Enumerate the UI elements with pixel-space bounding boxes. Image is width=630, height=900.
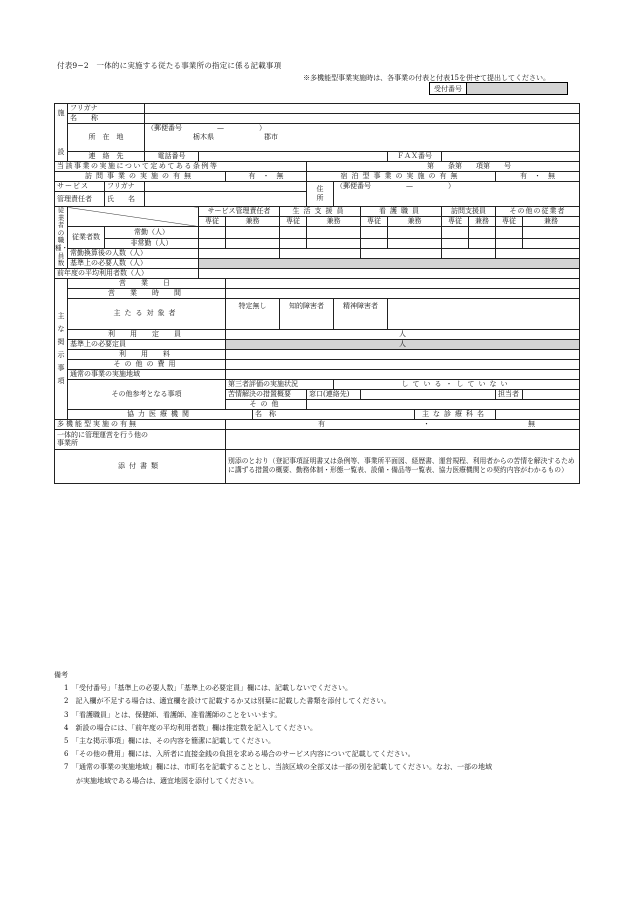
area-label: 通常の事業の実施地域 [68,369,226,379]
manager-furigana-input[interactable] [145,182,307,192]
medical-dept-label: 主な診療科名 [415,409,496,419]
staff-cell[interactable] [226,227,280,239]
staff-cell[interactable] [442,238,469,248]
required-capacity-shaded: 人 [226,339,580,349]
third-party-options[interactable]: している・していない [334,379,580,389]
capacity-input[interactable]: 人 [226,329,580,339]
medical-label: 協力医療機関 [68,409,253,419]
staff-cell[interactable] [496,238,523,248]
multi-label: 多機能型実施の有無 [55,419,226,429]
facility-name-input[interactable] [145,114,580,124]
ordinance-value[interactable]: 第 条第 項第 号 [307,162,580,172]
staff-cell[interactable] [280,227,307,239]
manager-label-1: サービス [55,182,105,192]
life-dual: 兼務 [307,217,361,227]
staff-cell[interactable] [469,227,496,239]
manager-label-2: 管理責任者 [55,192,105,207]
target-label: 主たる対象者 [68,298,226,329]
multi-options[interactable] [226,419,580,429]
col-visit-support: 訪問支援員 [442,207,496,217]
contact-label: 連 絡 先 [68,152,145,162]
reception-number-field [467,83,568,95]
multi-no: 無 [528,419,536,428]
attach-text: 別添のとおり（登記事項証明書又は条例等、事業所平面図、経歴書、運営規程、利用者からの苦情を解決するために講ずる措置の概要、勤務体制・形態一覧表、設備・備品等一覧表、協力医療機関との契約内容がわかるもの） [226,449,580,483]
business-hours-label: 営 業 時 間 [68,288,226,298]
staff-section-label: 従業者の職種・員数 [55,206,68,268]
staff-cell[interactable] [388,227,442,239]
staff-fte-cell[interactable] [280,248,361,258]
business-days-input[interactable] [226,278,580,288]
notes-section [54,669,579,788]
note-item: 6 「その他の費用」欄には、入所者に直接金銭の負担を求める場合のサービス内容について記載してください。 [64,750,415,759]
note-item: 7 「通常の事業の実施地域」欄には、市町名を記載することとし、当該区域の全部又は一部の別を記載してください。なお、一部の地域 [64,763,492,772]
staff-cell[interactable] [280,238,307,248]
ordinance-label: 当該事業の実施について定めてある条例等 [55,162,307,172]
manager-furigana-label: フリガナ [105,182,145,192]
fee-input[interactable] [226,349,580,359]
fee-label: 利 用 料 [68,349,226,359]
target-other-input[interactable] [388,298,580,329]
facility-furigana-input[interactable] [145,104,580,114]
unified-input[interactable] [226,429,580,449]
staff-diagonal-cell [68,207,199,227]
staff-cell[interactable] [199,238,226,248]
visit-business-options[interactable]: 有 ・ 無 [226,172,307,182]
manager-postal[interactable]: （郵便番号 — ） [334,182,580,192]
other-label: その他 [226,399,307,409]
city-text: 郡市 [264,133,279,142]
staff-fte-cell[interactable] [199,248,280,258]
nurse-full: 専従 [361,217,388,227]
staff-cell[interactable] [307,227,361,239]
col-life-support: 生活支援員 [280,207,361,217]
reception-number-box [429,82,568,95]
required-staff-label: 基準上の必要人数（人） [68,258,199,268]
manager-name-input[interactable] [145,192,307,207]
note-item: 5 「主な掲示事項」欄には、その内容を簡潔に記載してください。 [64,737,275,746]
parttime-label: 非常勤（人） [105,238,199,248]
staff-cell[interactable] [496,227,523,239]
business-days-label: 営 業 日 [68,278,226,288]
third-party-label: 第三者評価の実施状況 [226,379,334,389]
capacity-label: 利 用 定 員 [68,329,226,339]
target-opt-mental[interactable]: 精神障害者 [334,298,388,329]
avg-users-label: 前年度の平均利用者数（人） [55,268,199,278]
complaint-label: 苦情解決の措置概要 [226,389,307,399]
mgr-dual: 兼務 [226,217,280,227]
facility-address-input[interactable] [145,142,580,152]
note-item: 1 「受付番号」「基準上の必要人数」「基準上の必要定員」欄には、記載しないでください。 [64,684,352,693]
prefecture-text: 栃木県 [193,133,215,142]
window-label: 窓口(連絡先) [307,389,361,399]
note-item: 4 新設の場合には、「前年度の平均利用者数」欄は推定数を記入してください。 [64,723,317,732]
facility-section-label: 施 設 [55,104,68,162]
life-full: 専従 [280,217,307,227]
facility-furigana-label: フリガナ [68,104,145,114]
medical-dept-input[interactable] [496,409,580,419]
note-item-continued: が実施地域である場合は、適宜地図を添付してください。 [76,776,258,785]
manager-name-label: 氏 名 [105,192,145,207]
fulltime-label: 常勤（人） [105,227,199,239]
fte-label: 常勤換算後の人数（人） [68,248,199,258]
stay-business-options[interactable]: 有 ・ 無 [496,172,580,182]
visit-dual: 兼務 [469,217,496,227]
stay-business-label: 宿泊型事業の実施の有無 [307,172,496,182]
other-fee-label: その他の費用 [68,359,226,369]
mgr-full: 専従 [199,217,226,227]
staff-fte-cell[interactable] [361,248,442,258]
target-opt-intellectual[interactable]: 知的障害者 [280,298,334,329]
other-fee-input[interactable] [226,359,580,369]
col-other-staff: その他の従業者 [496,207,580,217]
area-input[interactable] [226,369,580,379]
medical-name-label: 名 称 [255,409,277,418]
staff-cell[interactable] [523,227,580,239]
manager-address-input[interactable] [334,192,580,207]
medical-name-cell[interactable] [253,409,415,419]
staff-cell[interactable] [199,227,226,239]
main-items-section-label: 主 な 掲 示 事 項 [55,278,68,419]
avg-users-input[interactable] [199,268,580,278]
visit-business-label: 訪問事業の実施の有無 [55,172,226,182]
staff-cell[interactable] [226,238,280,248]
required-staff-shaded [199,258,580,268]
note-item: 3 「看護職員」とは、保健師、看護師、准看護師のことをいいます。 [64,710,282,719]
fax-input[interactable] [442,152,580,162]
col-service-manager: サービス管理責任者 [199,207,280,217]
unified-label: 一体的に管理運営を行う他の 事業所 [55,429,226,449]
notes-heading: 備考 [54,671,68,679]
person-label: 担当者 [496,389,523,399]
multi-yes: 有 [318,419,326,428]
reception-label: 受付番号 [430,83,467,95]
phone-label: 電話番号 [145,152,199,162]
nurse-dual: 兼務 [388,217,442,227]
application-form-table [54,103,580,484]
target-opt-none[interactable]: 特定無し [226,298,280,329]
other-dual: 兼務 [523,217,580,227]
col-nurse: 看護職員 [361,207,442,217]
staff-cell[interactable] [523,238,580,248]
visit-full: 専従 [442,217,469,227]
staff-cell[interactable] [361,227,388,239]
staff-cell[interactable] [442,227,469,239]
reference-label: その他参考となる事項 [68,379,226,409]
staff-count-label: 従業者数 [68,227,105,249]
business-hours-input[interactable] [226,288,580,298]
staff-cell[interactable] [307,238,361,248]
fax-label: ＦＡＸ番号 [388,152,442,162]
staff-cell[interactable] [361,238,388,248]
staff-cell[interactable] [388,238,442,248]
attach-label: 添付書類 [55,449,226,483]
note-item: 2 記入欄が不足する場合は、適宜欄を設けて記載するか又は別葉に記載した書類を添付してください。 [64,697,391,706]
other-input[interactable] [307,399,580,409]
staff-fte-cell[interactable] [442,248,496,258]
facility-address-label: 所 在 地 [68,124,145,152]
person-input[interactable] [523,389,580,399]
facility-pref-row[interactable] [145,133,580,142]
manager-address-label: 住 所 [307,182,334,207]
staff-fte-cell[interactable] [496,248,580,258]
multi-dot: ・ [423,419,431,428]
staff-cell[interactable] [469,238,496,248]
form-title: 付表9−2 一体的に実施する従たる事業所の指定に係る記載事項 [57,61,282,70]
other-full: 専従 [496,217,523,227]
multifunction-note: ※多機能型事業実施時は、各事業の付表と付表15を併せて提出してください。 [303,74,550,82]
required-capacity-label: 基準上の必要定員 [68,339,226,349]
window-input[interactable] [361,389,496,399]
facility-postal[interactable]: （郵便番号 — ） [145,124,580,134]
phone-input[interactable] [199,152,388,162]
facility-name-label: 名 称 [68,114,145,124]
